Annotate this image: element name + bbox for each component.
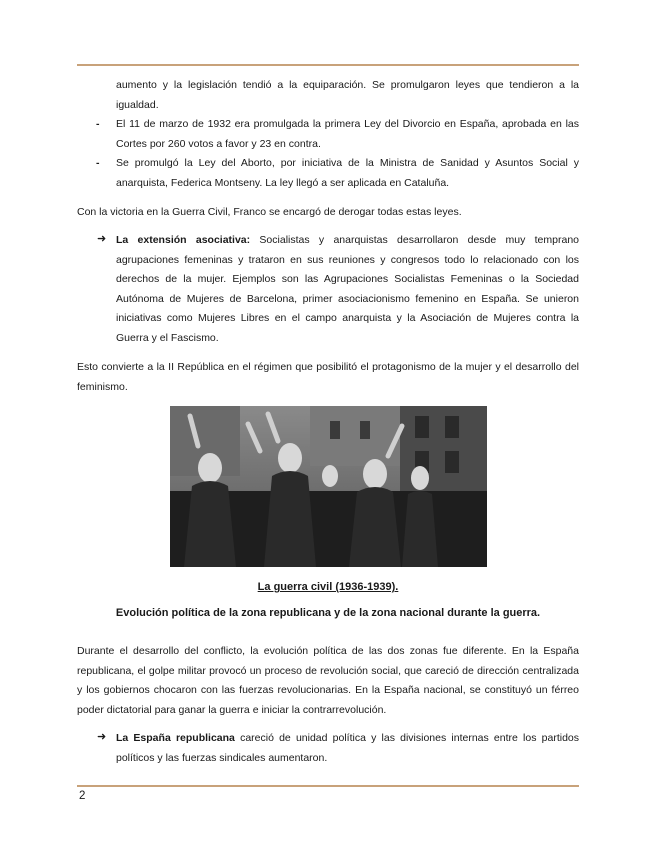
arrow-item-extension — [116, 231, 579, 348]
heading-civil-war: La guerra civil (1936-1939). — [257, 581, 399, 593]
footer-rule — [77, 785, 579, 787]
paragraph-republica: Esto convierte a la II República en el régimen que posibilitó el protagonismo de la mujer y el desarrollo del feminismo. — [77, 361, 579, 393]
arrow-item-republicana — [116, 729, 579, 768]
arrow-item-lead: La España republicana — [116, 732, 235, 744]
heading-political-evolution: Evolución política de la zona republicana y de la zona nacional durante la guerra. — [115, 607, 541, 619]
arrow-item-text: careció de unidad política y las divisiones internas entre los partidos políticos y las fuerzas sindicales aumentaron. — [116, 732, 579, 764]
arrow-bullet-icon: ➜ — [97, 233, 107, 245]
arrow-item-text: Socialistas y anarquistas desarrollaron desde muy temprano agrupaciones femeninas y trataron en sus reuniones y congresos todo lo relacionado con los derechos de la mujer. Ejemplos son las Agrupaciones Socialistas Femeninas o la Sociedad Autónoma de Mujeres de Barcelona, primer asociacionismo femenino en España. Se unieron iniciativas como Mujeres Libres en el campo anarquista y la Asociación de Mujeres contra la Guerra y el Fascismo. — [116, 234, 579, 344]
list-item: El 11 de marzo de 1932 era promulgada la primera Ley del Divorcio en España, aprobada en las Cortes por 260 votos a favor y 23 en contra. — [116, 118, 579, 150]
arrow-item-lead: La extensión asociativa: — [116, 234, 251, 246]
bullet-marker: - — [96, 157, 100, 169]
header-rule — [77, 64, 579, 66]
historical-photo — [170, 406, 487, 567]
bullet-continuation: aumento y la legislación tendió a la equiparación. Se promulgaron leyes que tendieron a la igualdad. — [116, 79, 579, 111]
page-number: 2 — [79, 790, 86, 802]
bullet-marker: - — [96, 118, 100, 130]
list-item: Se promulgó la Ley del Aborto, por iniciativa de la Ministra de Sanidad y Asuntos Social y anarquista, Federica Montseny. La ley llegó a ser aplicada en Cataluña. — [116, 157, 579, 189]
arrow-bullet-icon: ➜ — [97, 731, 107, 743]
paragraph-conflicto: Durante el desarrollo del conflicto, la evolución política de las dos zonas fue diferente. En la España republicana, el golpe militar provocó un proceso de revolución social, que careció de dirección centralizada y los gobiernos chocaron con las fuerzas revolucionarias. En la España nacional, se constituyó un férreo poder dictatorial para ganar la guerra e iniciar la contrarrevolución. — [77, 645, 579, 716]
paragraph-franco: Con la victoria en la Guerra Civil, Franco se encargó de derogar todas estas leyes. — [77, 206, 462, 218]
